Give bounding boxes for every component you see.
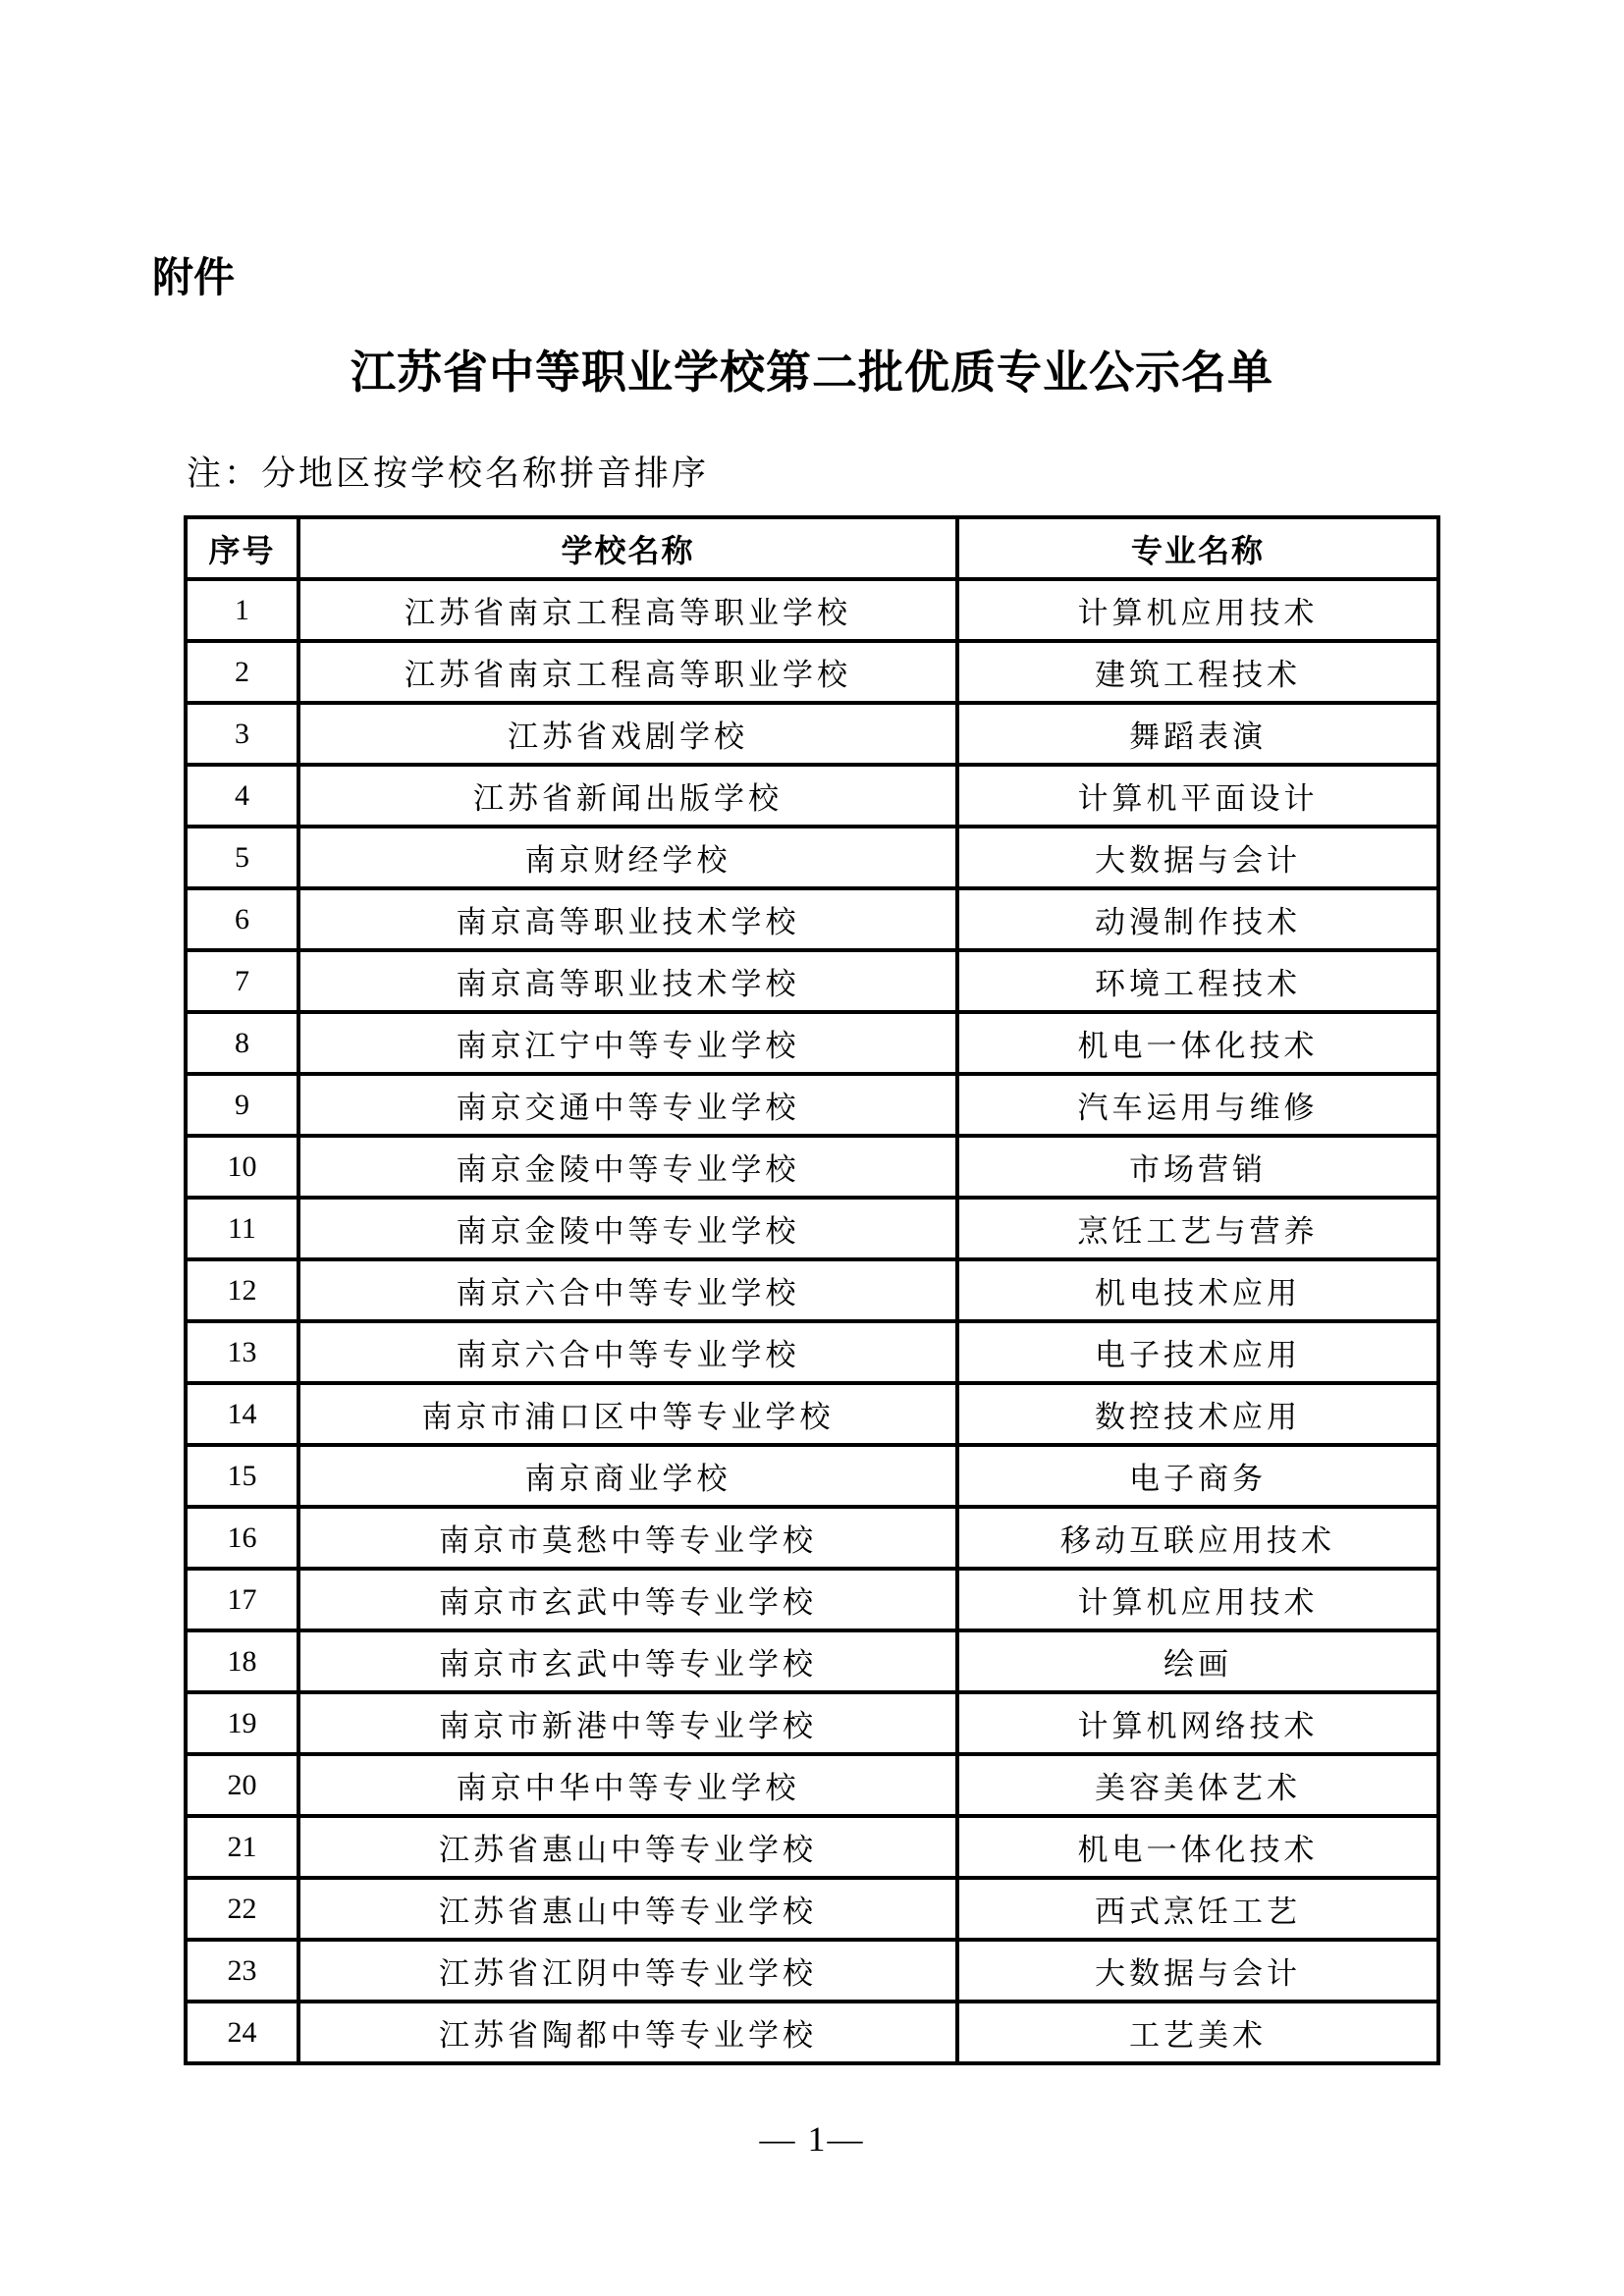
row-index-cell: 1 — [186, 579, 298, 641]
school-name-cell: 南京金陵中等专业学校 — [298, 1198, 957, 1259]
row-index-cell: 10 — [186, 1136, 298, 1198]
row-index-cell: 4 — [186, 765, 298, 827]
table-row — [186, 1198, 1438, 1259]
school-name-cell: 南京市新港中等专业学校 — [298, 1692, 957, 1754]
row-index-cell: 23 — [186, 1940, 298, 2002]
table-header-row — [186, 517, 1438, 579]
row-index-cell: 15 — [186, 1445, 298, 1507]
table-row — [186, 703, 1438, 765]
table-row — [186, 641, 1438, 703]
school-name-cell: 南京市浦口区中等专业学校 — [298, 1383, 957, 1445]
school-name-cell: 南京市莫愁中等专业学校 — [298, 1507, 957, 1569]
school-name-cell: 南京市玄武中等专业学校 — [298, 1630, 957, 1692]
major-name-cell: 工艺美术 — [957, 2002, 1438, 2063]
major-name-cell: 建筑工程技术 — [957, 641, 1438, 703]
row-index-cell: 5 — [186, 827, 298, 888]
major-name-cell: 机电一体化技术 — [957, 1816, 1438, 1878]
row-index-cell: 20 — [186, 1754, 298, 1816]
table-row — [186, 1630, 1438, 1692]
major-name-cell: 数控技术应用 — [957, 1383, 1438, 1445]
major-name-cell: 烹饪工艺与营养 — [957, 1198, 1438, 1259]
school-name-cell: 江苏省新闻出版学校 — [298, 765, 957, 827]
row-index-cell: 17 — [186, 1569, 298, 1630]
major-name-cell: 舞蹈表演 — [957, 703, 1438, 765]
table-row — [186, 1259, 1438, 1321]
table-row — [186, 1754, 1438, 1816]
table-row — [186, 1569, 1438, 1630]
school-name-cell: 南京金陵中等专业学校 — [298, 1136, 957, 1198]
row-index-cell: 22 — [186, 1878, 298, 1940]
school-name-cell: 南京六合中等专业学校 — [298, 1321, 957, 1383]
table-row — [186, 888, 1438, 950]
major-name-cell: 计算机应用技术 — [957, 579, 1438, 641]
major-name-cell: 机电技术应用 — [957, 1259, 1438, 1321]
major-name-cell: 动漫制作技术 — [957, 888, 1438, 950]
major-name-cell: 机电一体化技术 — [957, 1012, 1438, 1074]
major-name-cell: 计算机应用技术 — [957, 1569, 1438, 1630]
row-index-cell: 7 — [186, 950, 298, 1012]
school-name-cell: 南京市玄武中等专业学校 — [298, 1569, 957, 1630]
school-name-cell: 江苏省惠山中等专业学校 — [298, 1816, 957, 1878]
col-header-major: 专业名称 — [957, 517, 1438, 579]
row-index-cell: 8 — [186, 1012, 298, 1074]
school-name-cell: 江苏省惠山中等专业学校 — [298, 1878, 957, 1940]
col-header-index: 序号 — [186, 517, 298, 579]
attachment-label: 附件 — [152, 254, 236, 300]
major-name-cell: 汽车运用与维修 — [957, 1074, 1438, 1136]
page-title: 江苏省中等职业学校第二批优质专业公示名单 — [351, 347, 1273, 398]
row-index-cell: 12 — [186, 1259, 298, 1321]
table-row — [186, 1816, 1438, 1878]
table-row — [186, 1074, 1438, 1136]
major-name-cell: 大数据与会计 — [957, 1940, 1438, 2002]
major-name-cell: 西式烹饪工艺 — [957, 1878, 1438, 1940]
major-name-cell: 美容美体艺术 — [957, 1754, 1438, 1816]
major-name-cell: 电子技术应用 — [957, 1321, 1438, 1383]
table-row — [186, 2002, 1438, 2063]
table-row — [186, 1445, 1438, 1507]
row-index-cell: 13 — [186, 1321, 298, 1383]
school-name-cell: 江苏省南京工程高等职业学校 — [298, 641, 957, 703]
sort-note: 注：分地区按学校名称拼音排序 — [187, 454, 710, 493]
table-row — [186, 1383, 1438, 1445]
table-row — [186, 950, 1438, 1012]
school-name-cell: 南京财经学校 — [298, 827, 957, 888]
major-name-cell: 计算机平面设计 — [957, 765, 1438, 827]
table-row — [186, 827, 1438, 888]
major-name-cell: 移动互联应用技术 — [957, 1507, 1438, 1569]
major-name-cell: 绘画 — [957, 1630, 1438, 1692]
school-name-cell: 南京高等职业技术学校 — [298, 950, 957, 1012]
major-name-cell: 市场营销 — [957, 1136, 1438, 1198]
row-index-cell: 14 — [186, 1383, 298, 1445]
major-name-cell: 计算机网络技术 — [957, 1692, 1438, 1754]
row-index-cell: 24 — [186, 2002, 298, 2063]
row-index-cell: 11 — [186, 1198, 298, 1259]
row-index-cell: 6 — [186, 888, 298, 950]
table-row — [186, 1507, 1438, 1569]
major-name-cell: 环境工程技术 — [957, 950, 1438, 1012]
table-row — [186, 1012, 1438, 1074]
page-number: — 1— — [759, 2119, 865, 2159]
row-index-cell: 18 — [186, 1630, 298, 1692]
row-index-cell: 9 — [186, 1074, 298, 1136]
row-index-cell: 3 — [186, 703, 298, 765]
major-name-cell: 大数据与会计 — [957, 827, 1438, 888]
table-row — [186, 1692, 1438, 1754]
school-name-cell: 江苏省江阴中等专业学校 — [298, 1940, 957, 2002]
table-row — [186, 1321, 1438, 1383]
table-row — [186, 579, 1438, 641]
school-name-cell: 江苏省陶都中等专业学校 — [298, 2002, 957, 2063]
school-name-cell: 南京交通中等专业学校 — [298, 1074, 957, 1136]
school-name-cell: 南京六合中等专业学校 — [298, 1259, 957, 1321]
row-index-cell: 19 — [186, 1692, 298, 1754]
table-row — [186, 1940, 1438, 2002]
table-row — [186, 765, 1438, 827]
school-name-cell: 南京江宁中等专业学校 — [298, 1012, 957, 1074]
row-index-cell: 21 — [186, 1816, 298, 1878]
col-header-school: 学校名称 — [298, 517, 957, 579]
table-row — [186, 1878, 1438, 1940]
school-name-cell: 江苏省戏剧学校 — [298, 703, 957, 765]
row-index-cell: 2 — [186, 641, 298, 703]
school-name-cell: 南京商业学校 — [298, 1445, 957, 1507]
table-row — [186, 1136, 1438, 1198]
major-name-cell: 电子商务 — [957, 1445, 1438, 1507]
school-name-cell: 南京高等职业技术学校 — [298, 888, 957, 950]
row-index-cell: 16 — [186, 1507, 298, 1569]
school-name-cell: 南京中华中等专业学校 — [298, 1754, 957, 1816]
school-specialty-table — [184, 515, 1440, 2065]
school-name-cell: 江苏省南京工程高等职业学校 — [298, 579, 957, 641]
